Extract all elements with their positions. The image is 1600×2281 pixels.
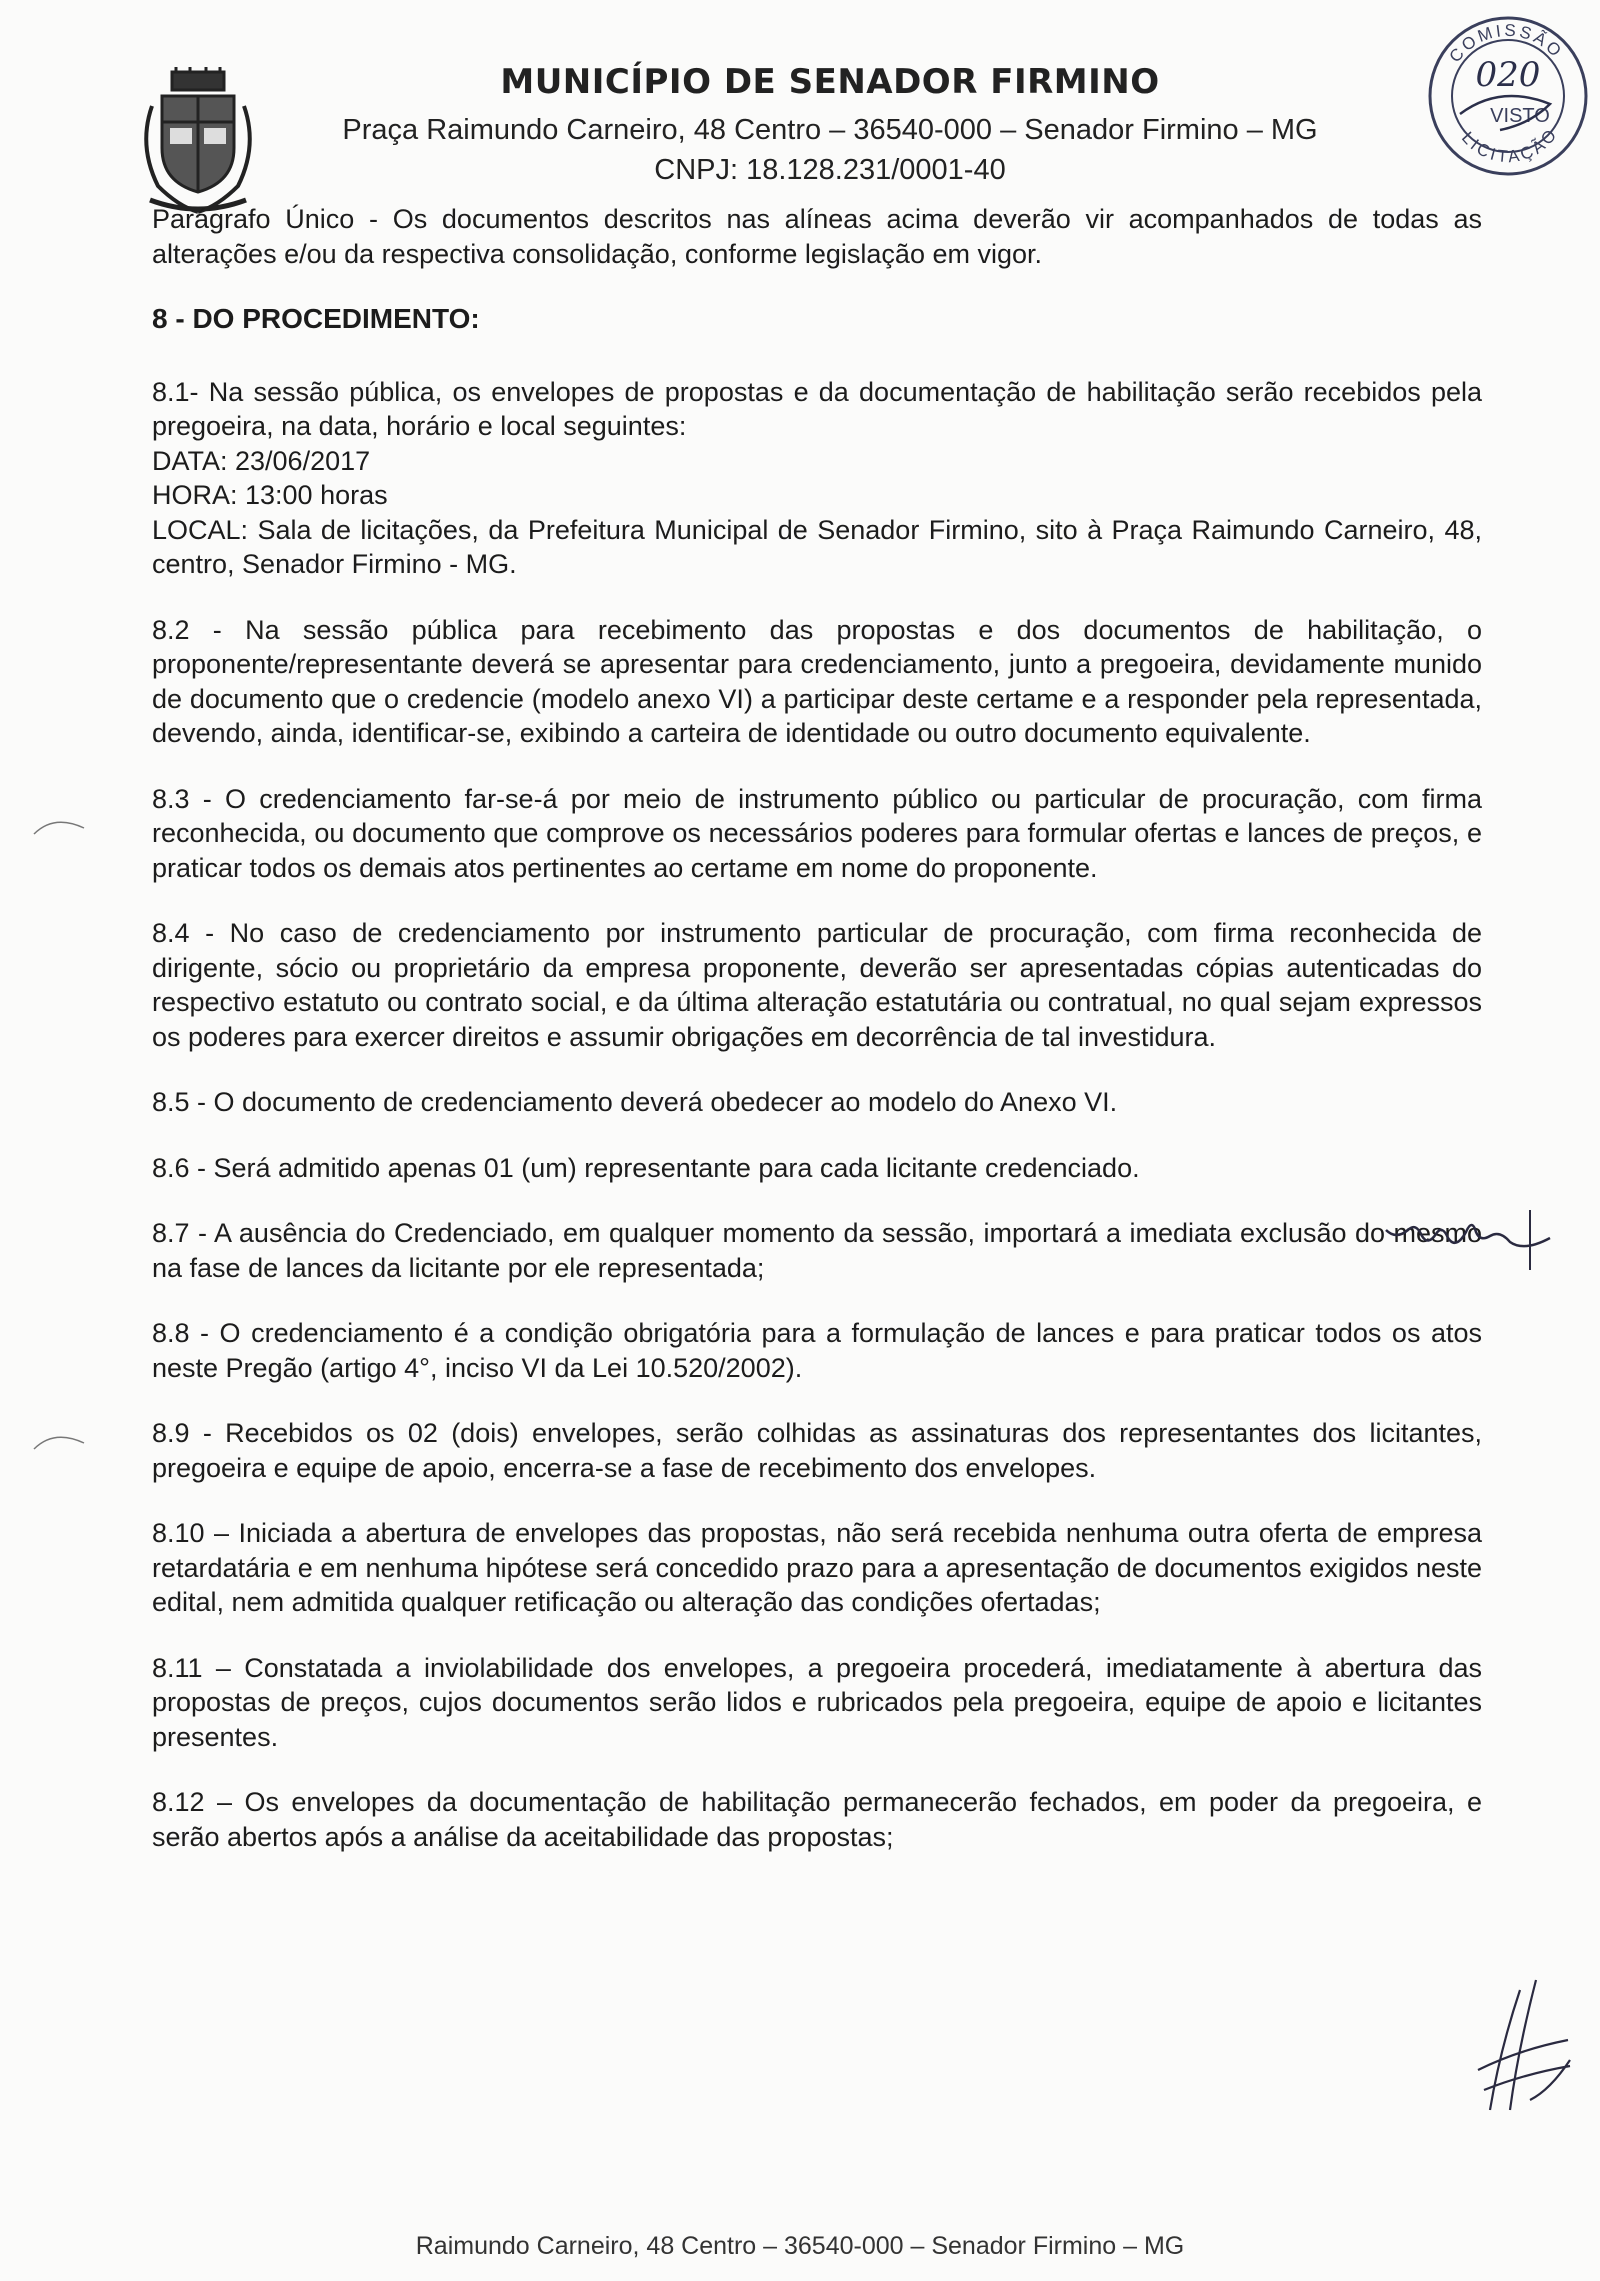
session-date: DATA: 23/06/2017 <box>152 445 371 476</box>
item-8-8: 8.8 - O credenciamento é a condição obrigatória para a formulação de lances e para praticar todos os atos neste Pregão (artigo 4°, inciso VI da Lei 10.520/2002). <box>152 1318 1482 1383</box>
municipality-cnpj: CNPJ: 18.128.231/0001-40 <box>654 154 1006 186</box>
session-time: HORA: 13:00 horas <box>152 480 388 510</box>
item-8-4: 8.4 - No caso de credenciamento por instrumento particular de procuração, com firma reconhecida de dirigente, sócio ou proprietário da empresa proponente, deverão ser apresentadas cópias autenticadas do respectivo estatuto ou contrato social, e da última alteração estatutária ou contratual, no qual sejam expressos os poderes para exercer direitos e assumir obrigações em decorrência de tal investidura. <box>152 918 1482 1052</box>
comissao-licitacao-stamp <box>1420 4 1595 179</box>
item-8-11: 8.11 – Constatada a inviolabilidade dos envelopes, a pregoeira procederá, imediatamente à abertura das propostas de preços, cujos documentos serão lidos e rubricados pela pregoeira, equipe de apoio e licitantes presentes. <box>152 1652 1482 1752</box>
stamp-middle-text: VISTO <box>1490 105 1550 127</box>
item-8-9: 8.9 - Recebidos os 02 (dois) envelopes, serão colhidas as assinaturas dos representantes dos licitantes, pregoeira e equipe de apoio, encerra-se a fase de recebimento dos envelopes. <box>152 1418 1482 1483</box>
item-8-2: 8.2 - Na sessão pública para recebimento das propostas e dos documentos de habilitação, o proponente/representante deverá se apresentar para credenciamento, junto a pregoeira, devidamente munido de documento que o credencie (modelo anexo VI) a participar deste certame e a responder pela representada, devendo, ainda, identificar-se, exibindo a carteira de identidade ou outro documento equivalente. <box>152 614 1482 748</box>
section-heading: 8 - DO PROCEDIMENTO: <box>152 303 480 334</box>
item-8-3: 8.3 - O credenciamento far-se-á por meio de instrumento público ou particular de procuração, com firma reconhecida, ou documento que comprove os necessários poderes para formular ofertas e lances de preços, e praticar todos os demais atos pertinentes ao certame em nome do proponente. <box>152 783 1482 883</box>
margin-mark-icon <box>30 810 90 840</box>
handwritten-initial-icon <box>1380 1200 1580 1280</box>
stamp-number: 020 <box>1475 55 1541 95</box>
item-8-10: 8.10 – Iniciada a abertura de envelopes das propostas, não será recebida nenhuma outra oferta de empresa retardatária e em nenhuma hipótese será concedido prazo para a apresentação de documentos exigidos neste edital, nem admitida qualquer retificação ou alteração das condições ofertadas; <box>152 1518 1482 1617</box>
svg-text:LICITAÇÃO <box>1458 124 1562 167</box>
stamp-bottom-text: LICITAÇÃO <box>1457 123 1563 167</box>
municipality-address: Praça Raimundo Carneiro, 48 Centro – 36540-000 – Senador Firmino – MG <box>342 114 1318 146</box>
municipality-title: MUNICÍPIO DE SENADOR FIRMINO <box>500 62 1160 102</box>
item-8-5: 8.5 - O documento de credenciamento deverá obedecer ao modelo do Anexo VI. <box>152 1087 1118 1117</box>
document-body <box>152 202 1482 1885</box>
coat-of-arms-icon <box>132 66 264 216</box>
item-8-7: 8.7 - A ausência do Credenciado, em qualquer momento da sessão, importará a imediata exclusão do mesmo na fase de lances da licitante por ele representada; <box>152 1218 1482 1283</box>
item-8-6: 8.6 - Será admitido apenas 01 (um) representante para cada licitante credenciado. <box>152 1152 1140 1183</box>
item-8-1: 8.1- Na sessão pública, os envelopes de propostas e da documentação de habilitação serão recebidos pela pregoeira, na data, horário e local seguintes: <box>152 376 1482 441</box>
page-footer: Raimundo Carneiro, 48 Centro – 36540-000 – Senador Firmino – MG <box>415 2232 1185 2260</box>
paragrafo-unico: Parágrafo Único - Os documentos descritos nas alíneas acima deverão vir acompanhados de todas as alterações e/ou da respectiva consolidação, conforme legislação em vigor. <box>152 204 1482 269</box>
letterhead <box>330 62 1330 190</box>
item-8-1-details <box>152 444 1482 582</box>
handwritten-signature-icon <box>1470 1960 1580 2130</box>
margin-mark-icon <box>30 1425 90 1455</box>
stamp-top-text: COMISSÃO <box>1445 20 1568 67</box>
item-8-12: 8.12 – Os envelopes da documentação de habilitação permanecerão fechados, em poder da pregoeira, e serão abertos após a análise da aceitabilidade das propostas; <box>152 1787 1482 1852</box>
session-location: LOCAL: Sala de licitações, da Prefeitura Municipal de Senador Firmino, sito à Praça Raimundo Carneiro, 48, centro, Senador Firmino - MG. <box>152 514 1482 579</box>
